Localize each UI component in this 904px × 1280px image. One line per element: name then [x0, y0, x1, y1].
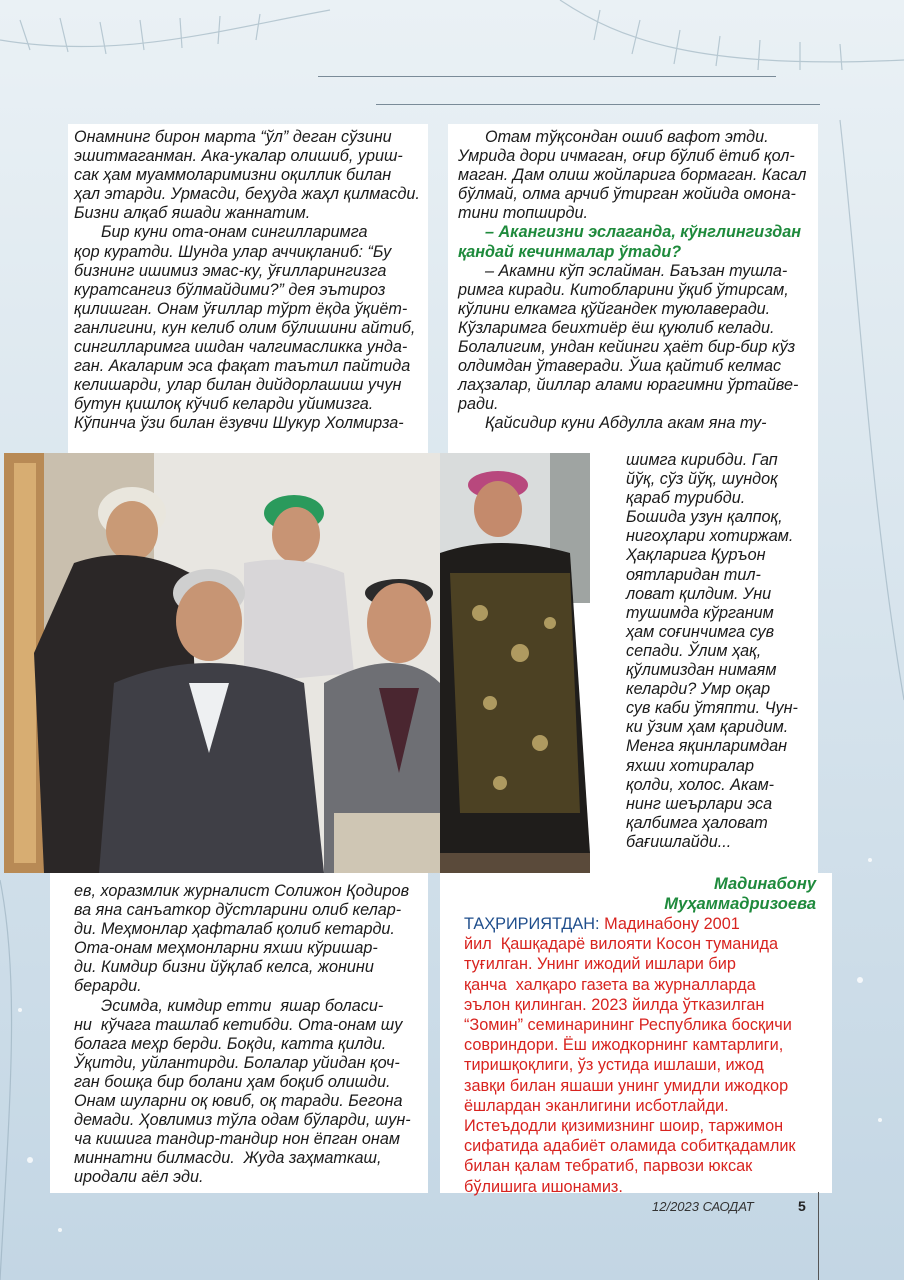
header-rule-2	[376, 104, 820, 105]
family-photo-right	[440, 453, 618, 873]
footer-vertical-rule	[818, 1192, 819, 1280]
interview-question: – Акангизни эслаганда, кўнглингиздан	[458, 223, 802, 242]
left-column-bottom-text: ев, хоразмлик журналист Солижон Қодиров ва яна санъаткор дўстларини олиб келар- ди. Меҳмонлар ҳафталаб қолиб кетарди. Ота-онам меҳмонларни яхши кўришар- ди. Кимдир бизни йўқлаб келса, жонини берарди. Эсимда, кимдир етти яшар боласи- ни кўчага ташлаб кетибди. Ота-онам шу болага меҳр берди. Боқди, катта қилди. Ўқитди, уйлантирди. Болалар уйидан қоч- ган бошқа бир болани ҳам боқиб олишди. Онам шуларни оқ ювиб, оқ таради. Бегона демади. Ҳовлимиз тўла одам бўларди, шун- ча кишига тандир-тандир нон ёпган онам миннатни билмасди. Жуда заҳматкаш, иродали аёл эди.	[74, 882, 411, 1187]
header-rule-1	[318, 76, 776, 77]
right-column-text: Отам тўқсондан ошиб вафот этди. Умрида дори ичмаган, оғир бўлиб ётиб қол- маган. Дам олиш жойларига бормаган. Касал бўлмай, олма арчиб ўтирган жойида омона- тини топширди. – Акангизни эслаганда, кўнглингиздан қандай кечинмалар ўтади? – Акамни кўп эслайман. Баъзан тушла- римга киради. Китобларини ўқиб ўтирсам, кўлини елкамга қўйгандек туюлаверади. Кўзларимга беихтиёр ёш қуюлиб келади. Болалигим, ундан кейинги ҳаёт бир-бир кўз олдимдан ўтаверади. Ўша қайтиб келмас лаҳзалар, йиллар алами юрагимни ўртайве- ради. Қайсидир куни Абдулла акам яна ту-	[458, 128, 807, 433]
author-signature: Мадинабону Муҳаммадризоева	[664, 875, 816, 913]
footer-issue: 12/2023 САОДАТ	[652, 1199, 754, 1214]
family-photo	[4, 453, 440, 873]
left-column-top-text: Онамнинг бирон марта “ўл” деган сўзини эшитмаганман. Ака-укалар олишиб, уриш- сак ҳам муаммоларимизни оқиллик билан ҳал этарди. Урмасди, беҳуда жаҳл қилмасди. Бизни алқаб яшади жаннатим. Бир куни ота-онам сингилларимга қор куратди. Шунда улар аччиқланиб: “Бу бизнинг ишимиз эмас-ку, ўғилларингизга куратсангиз бўлмайдими?” дея эътироз қилишган. Онам ўғиллар тўрт ёқда ўқиёт- ганлигини, кун келиб олим бўлишини айтиб, сингилларимга ишдан чалгимасликка унда- ган. Акаларим эса фақат таътил пайтида келишарди, улар билан дийдорлашиш учун бутун қишлоқ кўчиб келарди уйимизга. Кўпинча ўзи билан ёзувчи Шукур Холмирза-	[74, 128, 420, 433]
editorial-label: ТАҲРИРИЯТДАН:	[464, 915, 600, 933]
editorial-note: ТАҲРИРИЯТДАН: Мадинабону 2001 йил Қашқадарё вилояти Косон туманида туғилган. Унинг ижодий ишлари бир қанча халқаро газета ва журналларда эълон қилинган. 2023 йилда ўтказилган “Зомин” семинарининг Республика босқичи совриндори. Ёш ижодкорнинг камтарлиги, тиришқоқлиги, ўз устида ишлаши, ижод завқи билан яшаши унинг умидли ижодкор ёшлардан эканлигини исботлайди. Истеъдодли қизимизнинг шоир, таржимон сифатида адабиёт оламида собитқадамлик билан қалам тебратиб, парвози юксак бўлишига ишонамиз.	[464, 915, 796, 1196]
right-narrow-text: шимга кирибди. Гап йўқ, сўз йўқ, шундоқ қараб турибди. Бошида узун қалпоқ, нигоҳлари хотиржам. Ҳақларига Қуръон оятларидан тил- ловат қилдим. Уни тушимда кўрганим ҳам соғинчимга сув сепади. Ўлим ҳақ, қўлимиздан нимаям келарди? Умр оқар сув каби ўтяпти. Чун- ки ўзим ҳам қаридим. Менга яқинларимдан яхши хотиралар қолди, холос. Акам- нинг шеърлари эса қалбимга ҳаловат бағишлайди...	[626, 451, 798, 851]
page-number: 5	[798, 1198, 806, 1214]
